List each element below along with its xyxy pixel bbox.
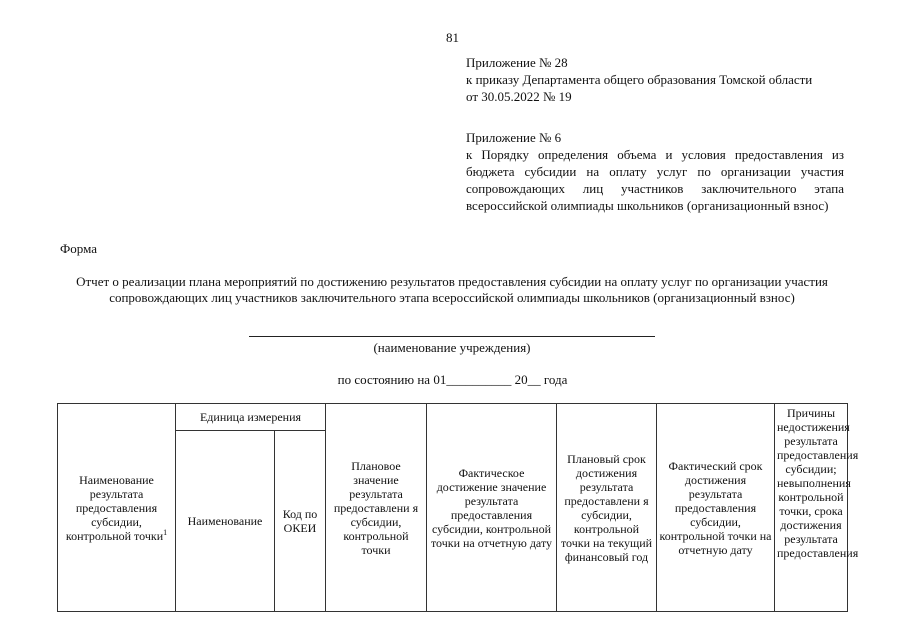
appendix-6-text: к Порядку определения объема и условия предоставления из бюджета субсидии на оплату услуг по организации участия сопровождающих лиц участников заключительного этапа всероссийской олимпиады школьников (организационный взнос) (466, 147, 844, 213)
appendix-28-order: к приказу Департамента общего образования Томской области (466, 72, 813, 87)
header-planned-deadline: Плановый срок достижения результата предоставлени я субсидии, контрольной точки на текущий финансовый год (557, 404, 657, 612)
appendix-28-date: от 30.05.2022 № 19 (466, 89, 572, 104)
header-unit-okei: Код по ОКЕИ (275, 431, 326, 612)
appendix-6-title: Приложение № 6 (466, 130, 562, 145)
report-table (57, 403, 859, 612)
institution-caption: (наименование учреждения) (373, 340, 531, 355)
footnote-marker: 1 (163, 527, 168, 537)
page-number: 81 (446, 30, 459, 45)
form-label: Форма (60, 241, 97, 256)
institution-name-line (249, 336, 655, 337)
header-result-name-text: Наименование результата предоставления субсидии, контрольной точки (65, 472, 164, 543)
appendix-6-block (466, 129, 844, 214)
as-of-date-line: по состоянию на 01__________ 20__ года (337, 372, 568, 387)
header-unit-group: Единица измерения (176, 404, 326, 431)
appendix-28-title: Приложение № 28 (466, 55, 568, 70)
header-planned-value: Плановое значение результата предоставлени я субсидии, контрольной точки (326, 404, 427, 612)
header-actual-value: Фактическое достижение значение результата предоставления субсидии, контрольной точки на отчетную дату (427, 404, 557, 612)
report-title: Отчет о реализации плана мероприятий по достижению результатов предоставления субсидии на оплату услуг по организации участия сопровождающих лиц участников заключительного этапа всероссийской олимпиады школьников (организационный взнос) (76, 274, 828, 305)
appendix-28-block (466, 54, 844, 105)
header-result-name (58, 404, 176, 612)
header-actual-deadline: Фактический срок достижения результата предоставления субсидии, контрольной точки на отчетную дату (657, 404, 775, 612)
header-reasons: Причины недостижения результата предоставления субсидии; невыполнения контрольной точки, срока достижения результата предоставления (775, 404, 848, 612)
header-unit-name: Наименование (176, 431, 275, 612)
